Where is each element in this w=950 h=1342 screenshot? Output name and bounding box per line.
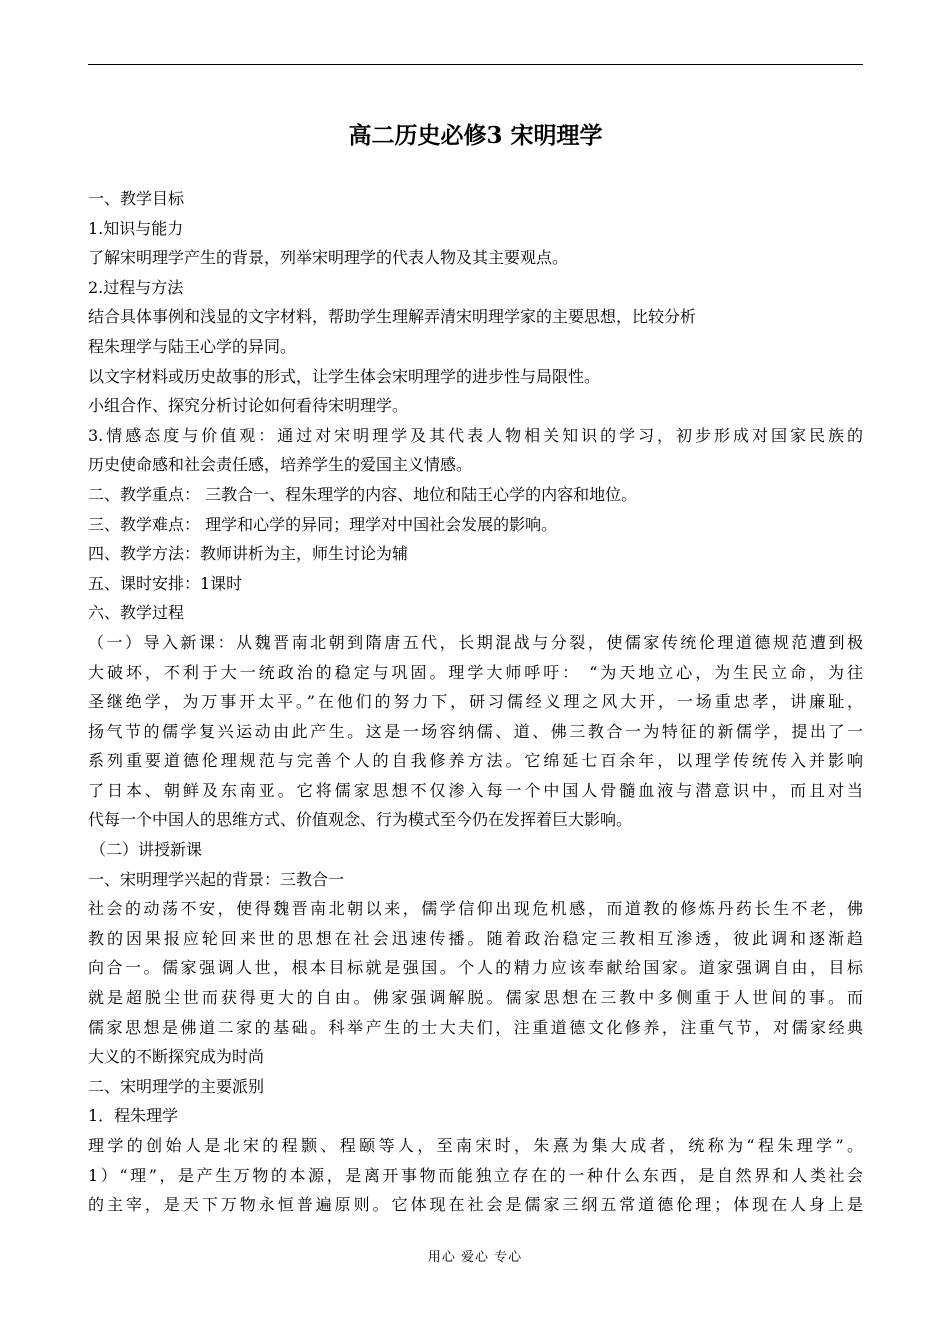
- text-line: 二、教学重点： 三教合一、程朱理学的内容、地位和陆王心学的内容和地位。: [88, 484, 638, 504]
- text-line: 了日本、朝鲜及东南亚。它将儒家思想不仅渗入每一个中国人骨髓血液与潜意识中，而且对当: [88, 780, 863, 800]
- text-line: 代每一个中国人的思维方式、价值观念、行为模式至今仍在发挥着巨大影响。: [88, 810, 633, 830]
- text-line: 扬气节的儒学复兴运动由此产生。这是一场容纳儒、道、佛三教合一为特征的新儒学，提出了一: [88, 721, 863, 741]
- text-line: 小组合作、探究分析讨论如何看待宋明理学。: [88, 396, 409, 416]
- text-line: 大破坏，不利于大一统政治的稳定与巩固。理学大师呼吁： “为天地立心，为生民立命，为往: [88, 662, 863, 682]
- document-body: [88, 184, 863, 1220]
- text-line: 历史使命感和社会责任感，培养学生的爱国主义情感。: [88, 455, 473, 475]
- text-line: 1）“理”，是产生万物的本源，是离开事物而能独立存在的一种什么东西，是自然界和人类社会: [88, 1165, 863, 1185]
- text-line: 五、课时安排：1课时: [88, 573, 243, 593]
- text-line: 了解宋明理学产生的背景，列举宋明理学的代表人物及其主要观点。: [88, 248, 569, 268]
- text-line: 一、宋明理学兴起的背景：三教合一: [88, 869, 345, 889]
- text-line: 儒家思想是佛道二家的基础。科举产生的士大夫们，注重道德文化修养，注重气节，对儒家经典: [88, 1017, 863, 1037]
- text-line: 三、教学难点： 理学和心学的异同；理学对中国社会发展的影响。: [88, 514, 558, 534]
- text-line: 社会的动荡不安，使得魏晋南北朝以来，儒学信仰出现危机感，而道教的修炼丹药长生不老，佛: [88, 899, 863, 919]
- text-line: （二）讲授新课: [90, 840, 203, 860]
- text-line: 以文字材料或历史故事的形式，让学生体会宋明理学的进步性与局限性。: [88, 366, 601, 386]
- text-line: 1．程朱理学: [88, 1106, 179, 1126]
- text-line: 理学的创始人是北宋的程颢、程颐等人，至南宋时，朱熹为集大成者，统称为“程朱理学”。: [88, 1136, 863, 1155]
- text-line: 1.知识与能力: [88, 218, 184, 238]
- text-line: 二、宋明理学的主要派别: [88, 1076, 265, 1096]
- text-line: 一、教学目标: [88, 189, 185, 208]
- text-line: 的主宰，是天下万物永恒普遍原则。它体现在社会是儒家三纲五常道德伦理；体现在人身上是: [88, 1195, 863, 1215]
- text-line: 结合具体事例和浅显的文字材料，帮助学生理解弄清宋明理学家的主要思想，比较分析: [88, 307, 697, 327]
- text-line: 教的因果报应轮回来世的思想在社会迅速传播。随着政治稳定三教相互渗透，彼此调和逐渐趋: [88, 928, 863, 948]
- text-line: 3.情感态度与价值观：通过对宋明理学及其代表人物相关知识的学习，初步形成对国家民族的: [88, 425, 863, 445]
- text-line: 圣继绝学，为万事开太平。”在他们的努力下，研习儒经义理之风大开，一场重忠孝，讲廉耻，: [88, 692, 863, 712]
- text-line: （一）导入新课：从魏晋南北朝到隋唐五代，长期混战与分裂，使儒家传统伦理道德规范遭到极: [88, 632, 863, 652]
- document-title: 高二历史必修3 宋明理学: [348, 122, 603, 149]
- text-line: 四、教学方法：教师讲析为主，师生讨论为辅: [88, 544, 409, 564]
- text-line: 向合一。儒家强调人世，根本目标就是强国。个人的精力应该奉献给国家。道家强调自由，目标: [88, 958, 863, 978]
- text-line: 程朱理学与陆王心学的异同。: [88, 336, 297, 356]
- header-rule: [88, 64, 863, 65]
- text-line: 就是超脱尘世而获得更大的自由。佛家强调解脱。儒家思想在三教中多侧重于人世间的事。而: [88, 988, 863, 1008]
- text-line: 大义的不断探究成为时尚: [88, 1047, 265, 1067]
- text-line: 系列重要道德伦理规范与完善个人的自我修养方法。它绵延七百余年，以理学传统传入并影响: [88, 751, 863, 771]
- text-line: 2.过程与方法: [88, 277, 184, 297]
- text-line: 六、教学过程: [88, 603, 185, 623]
- page-footer: 用心 爱心 专心: [427, 1250, 523, 1265]
